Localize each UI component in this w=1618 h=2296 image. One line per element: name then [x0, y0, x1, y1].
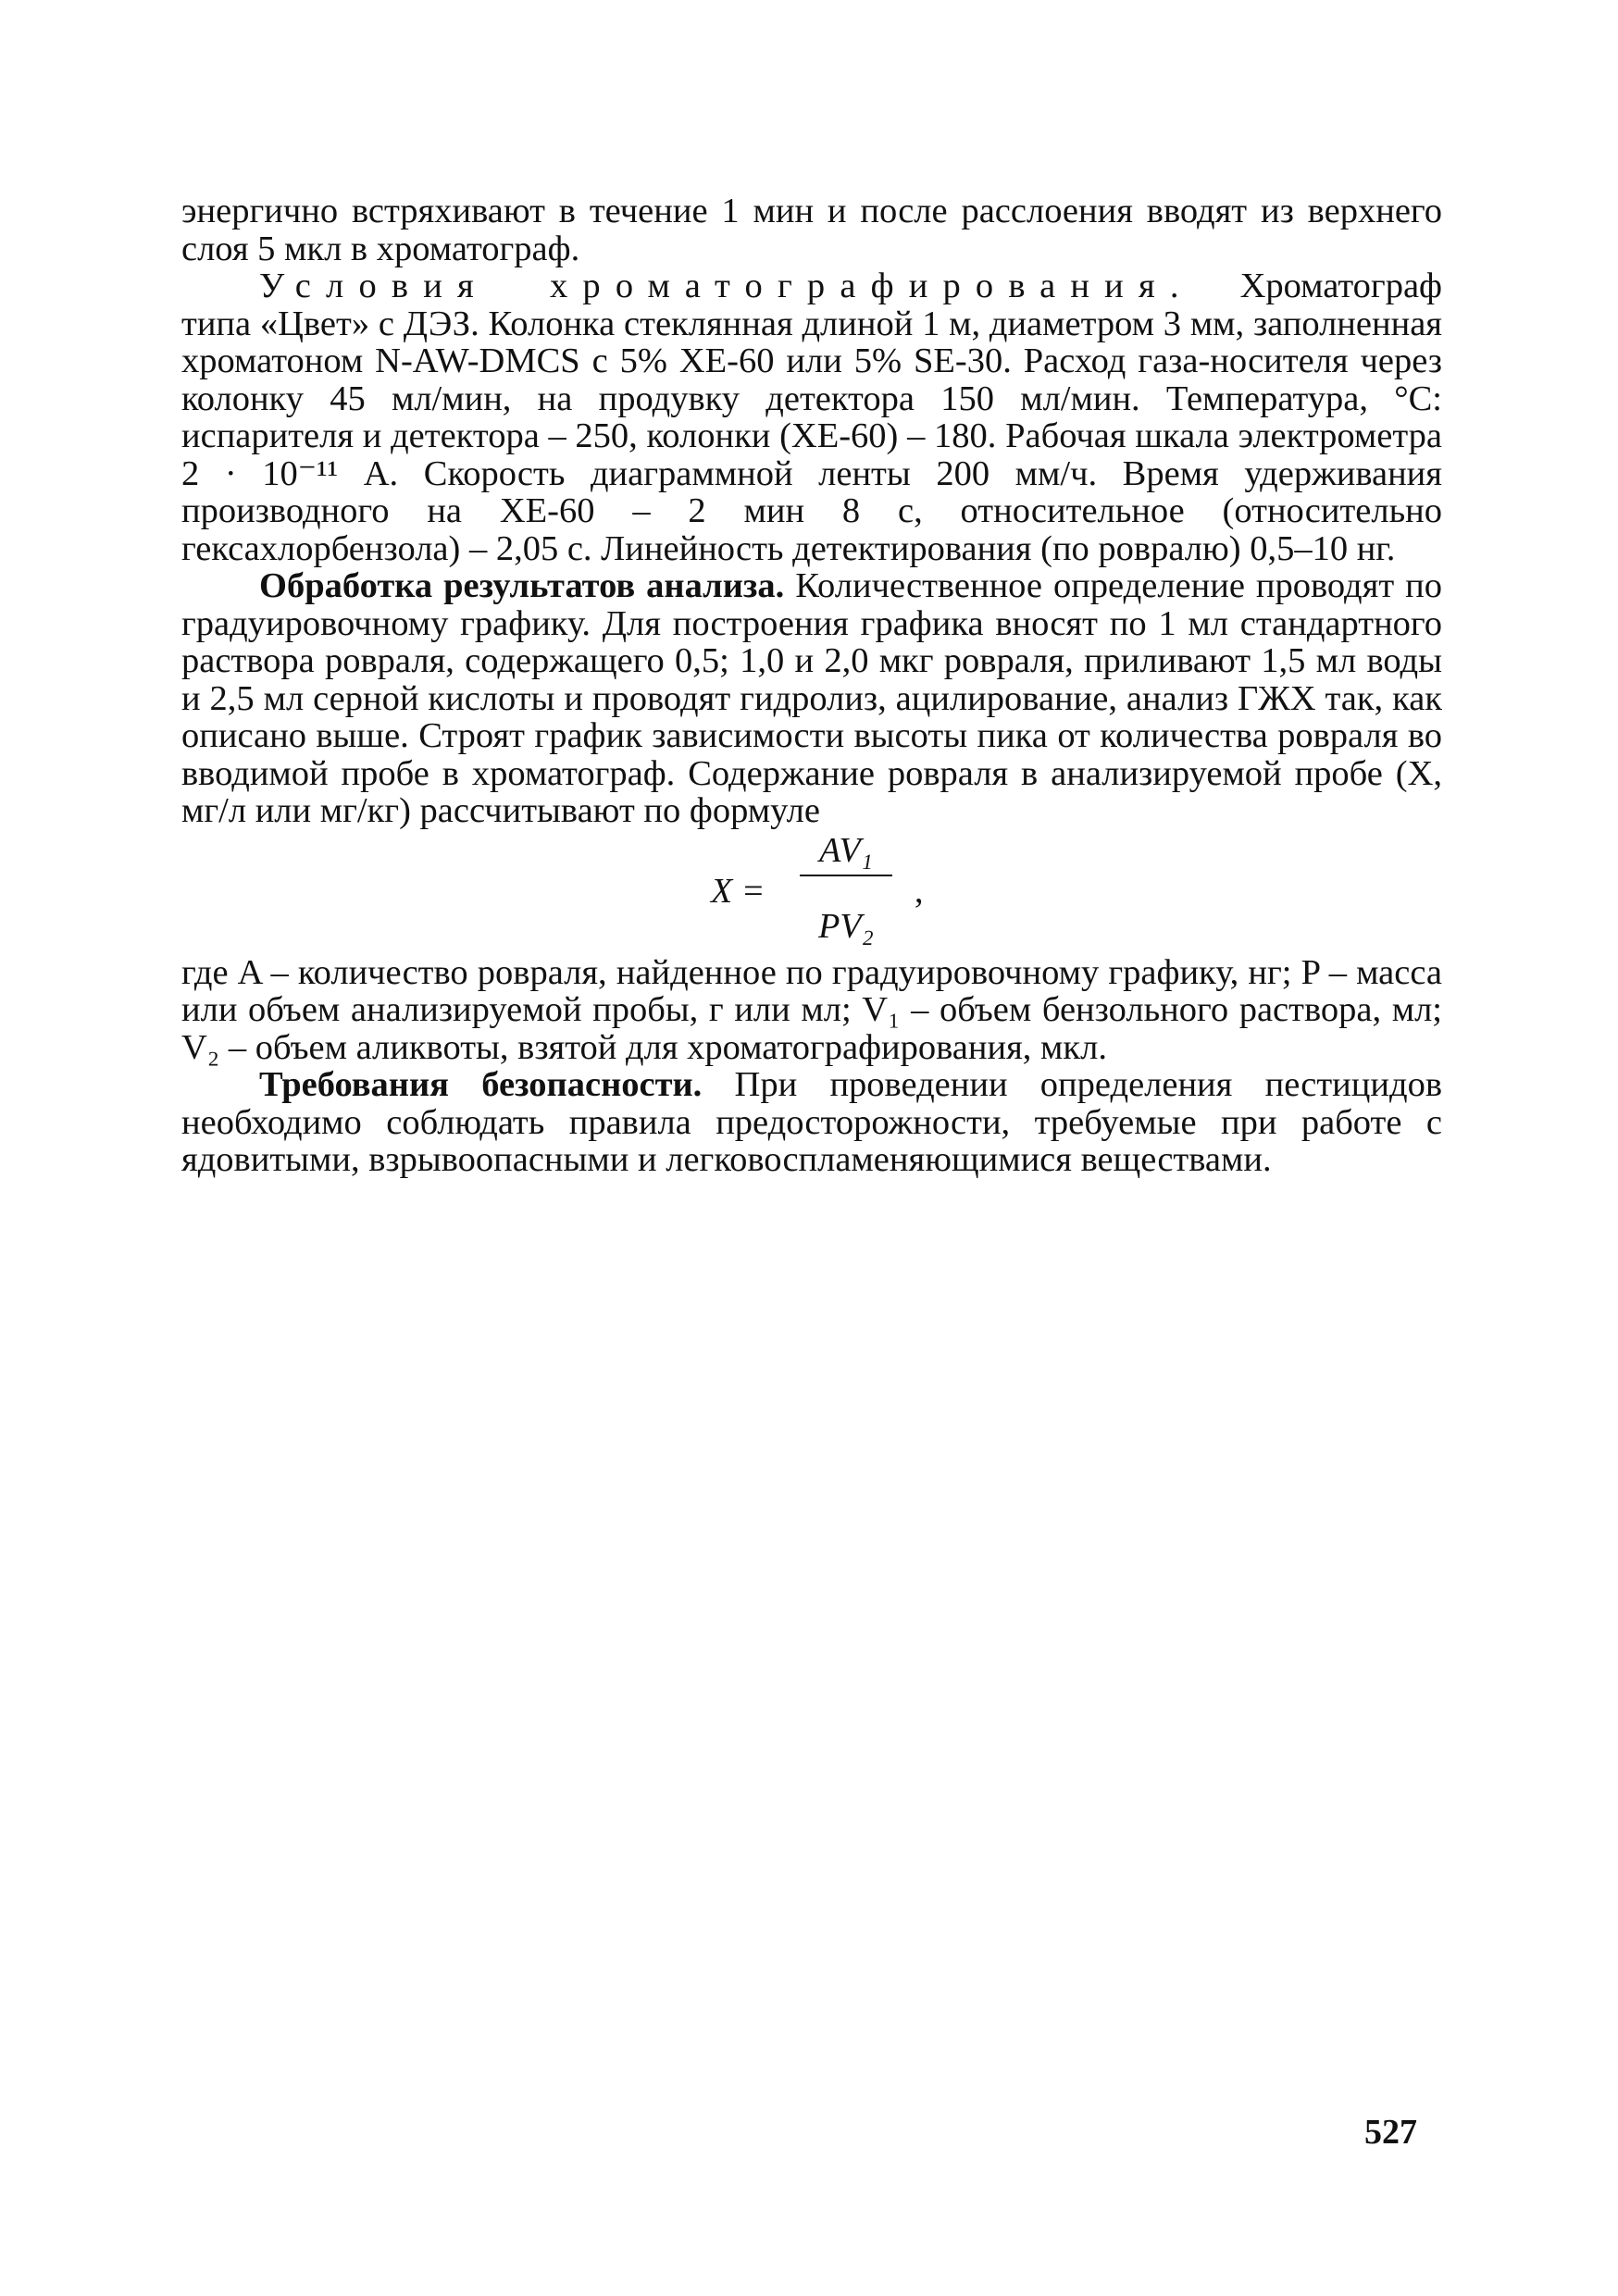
paragraph-safety-requirements [181, 1066, 1442, 1179]
formula-trailing-comma: , [915, 871, 924, 911]
heading-chromatography-conditions: Условия хроматографирования. [259, 267, 1194, 305]
paragraph-extraction-end: энергично встряхивают в течение 1 мин и после расслоения вводят из верхнего слоя 5 мкл в хроматограф. [181, 192, 1442, 268]
text-safety-requirements: При проведении определения пестицидов необходимо соблюдать правила предосторожности, требуемые при работе с ядовитыми, взрывоопасными и легковоспламеняющимися веществами. [181, 1065, 1442, 1179]
formula-lhs: X = [711, 871, 765, 911]
heading-safety-requirements: Требования безопасности. [259, 1065, 703, 1104]
text-result-processing: Количественное определение проводят по градуировочному графику. Для построения графика вносят по 1 мл стандартного раствора ровраля, содержащего 0,5; 1,0 и 2,0 мкг ровраля, приливают 1,5 мл воды и 2,5 мл серной кислоты и проводят гидролиз, ацилирование, анализ ГЖХ так, как описано выше. Строят график зависимости высоты пика от количества ровраля во вводимой пробе в хроматограф. Содержание ровраля в анализируемой пробе (X, мг/л или мг/кг) рассчитывают по формуле [181, 566, 1443, 830]
text-chromatography-conditions: Хроматограф типа «Цвет» с ДЭЗ. Колонка стеклянная длиной 1 м, диаметром 3 мм, заполненная хроматоном N-AW-DMCS с 5% XE-60 или 5% SE-30. Расход газа-носителя через колонку 45 мл/мин, на продувку детектора 150 мл/мин. Температура, °С: испарителя и детектора – 250, колонки (XE-60) – 180. Рабочая шкала электрометра 2 · 10⁻¹¹ А. Скорость диаграммной ленты 200 мм/ч. Время удерживания производного на XE-60 – 2 мин 8 с, относительное (относительно гексахлорбензола) – 2,05 с. Линейность детектирования (по ровралю) 0,5–10 нг. [181, 267, 1442, 568]
formula-numerator: AV₁ [819, 830, 873, 870]
formula-fraction-bar [800, 875, 892, 876]
page-number: 527 [1364, 2113, 1417, 2152]
paragraph-result-processing [181, 567, 1442, 830]
paragraph-chromatography-conditions [181, 267, 1442, 567]
page-body [181, 192, 1442, 1179]
heading-result-processing: Обработка результатов анализа. [259, 566, 785, 605]
paragraph-variable-definitions: где A – количество ровраля, найденное по градуировочному графику, нг; P – масса или объем анализируемой пробы, г или мл; V₁ – объем бензольного раствора, мл; V₂ – объем аликвоты, взятой для хроматографирования, мкл. [181, 952, 1442, 1067]
formula-denominator: PV₂ [818, 906, 874, 946]
formula [181, 832, 1442, 950]
